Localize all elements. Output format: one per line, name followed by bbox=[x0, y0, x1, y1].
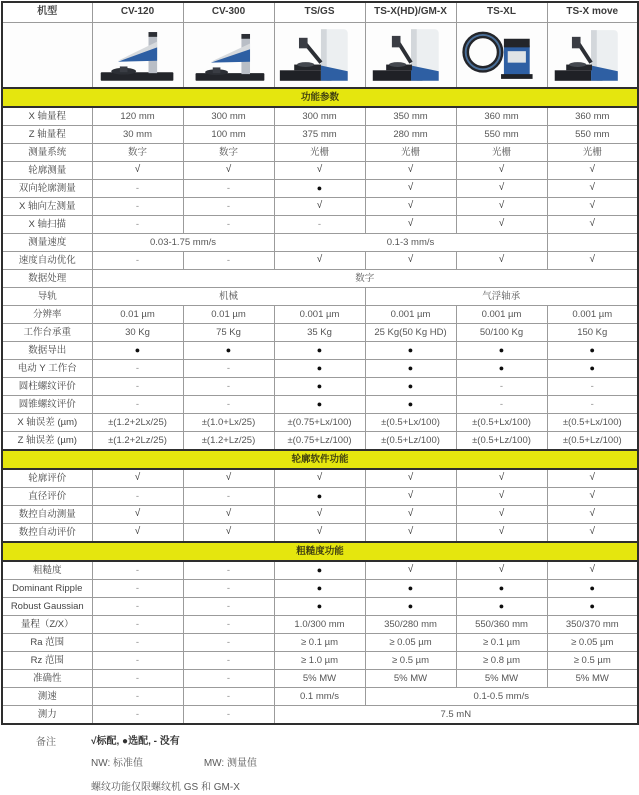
spec-cell bbox=[547, 234, 638, 252]
spec-cell: 0.03-1.75 mm/s bbox=[92, 234, 274, 252]
spec-cell: ● bbox=[365, 378, 456, 396]
spec-cell: ● bbox=[365, 580, 456, 598]
spec-row-label: Dominant Ripple bbox=[2, 580, 92, 598]
spec-cell: 5% MW bbox=[274, 670, 365, 688]
spec-cell: ±(0.75+Lx/100) bbox=[274, 414, 365, 432]
spec-row bbox=[2, 670, 638, 688]
spec-cell: 360 mm bbox=[547, 107, 638, 126]
spec-row-label: 圆柱螺纹评价 bbox=[2, 378, 92, 396]
spec-cell: - bbox=[183, 396, 274, 414]
spec-cell: √ bbox=[365, 216, 456, 234]
spec-row-label: 数据导出 bbox=[2, 342, 92, 360]
spec-row-label: 电动 Y 工作台 bbox=[2, 360, 92, 378]
spec-cell: 75 Kg bbox=[183, 324, 274, 342]
spec-row-label: 测量系统 bbox=[2, 144, 92, 162]
spec-cell: √ bbox=[274, 252, 365, 270]
spec-cell: 0.01 µm bbox=[92, 306, 183, 324]
spec-row bbox=[2, 488, 638, 506]
spec-row bbox=[2, 162, 638, 180]
spec-row-label: Robust Gaussian bbox=[2, 598, 92, 616]
spec-cell: 120 mm bbox=[92, 107, 183, 126]
ts-machine-illustration bbox=[368, 25, 454, 85]
spec-cell: ● bbox=[456, 598, 547, 616]
spec-cell: ≥ 0.1 µm bbox=[456, 634, 547, 652]
spec-cell: ● bbox=[274, 342, 365, 360]
spec-cell: ±(0.5+Lx/100) bbox=[456, 414, 547, 432]
spec-cell: - bbox=[92, 670, 183, 688]
spec-cell: - bbox=[456, 378, 547, 396]
product-photo-ts-gs bbox=[274, 23, 365, 89]
spec-cell: ● bbox=[274, 360, 365, 378]
spec-cell: √ bbox=[547, 488, 638, 506]
spec-row bbox=[2, 432, 638, 451]
spec-cell: √ bbox=[274, 524, 365, 543]
spec-cell: 1.0/300 mm bbox=[274, 616, 365, 634]
spec-cell: 0.1-3 mm/s bbox=[274, 234, 547, 252]
footnote-title: 备注 bbox=[36, 737, 56, 748]
spec-row bbox=[2, 378, 638, 396]
spec-cell: √ bbox=[365, 162, 456, 180]
spec-row-label: X 轴扫描 bbox=[2, 216, 92, 234]
spec-cell: ● bbox=[547, 598, 638, 616]
spec-cell: ● bbox=[183, 342, 274, 360]
model-header: CV-120 bbox=[92, 2, 183, 23]
spec-cell: √ bbox=[92, 524, 183, 543]
spec-row-label: 量程（Z/X） bbox=[2, 616, 92, 634]
spec-cell: √ bbox=[456, 198, 547, 216]
spec-cell: √ bbox=[183, 162, 274, 180]
spec-row bbox=[2, 506, 638, 524]
spec-row-label: Z 轴误差 (µm) bbox=[2, 432, 92, 451]
spec-cell: - bbox=[183, 706, 274, 725]
spec-row bbox=[2, 414, 638, 432]
spec-cell: 光栅 bbox=[365, 144, 456, 162]
model-column-title: 机型 bbox=[2, 2, 92, 23]
spec-cell: 300 mm bbox=[183, 107, 274, 126]
spec-row-label: 双向轮廓测量 bbox=[2, 180, 92, 198]
spec-cell: - bbox=[92, 488, 183, 506]
spec-cell: 7.5 mN bbox=[274, 706, 638, 725]
spec-cell: 数字 bbox=[92, 270, 638, 288]
spec-row-label: X 轴量程 bbox=[2, 107, 92, 126]
spec-cell: √ bbox=[365, 180, 456, 198]
spec-row-label: 测量速度 bbox=[2, 234, 92, 252]
spec-cell: √ bbox=[365, 469, 456, 488]
spec-row bbox=[2, 324, 638, 342]
spec-cell: √ bbox=[456, 252, 547, 270]
spec-row bbox=[2, 107, 638, 126]
spec-row bbox=[2, 252, 638, 270]
spec-cell: √ bbox=[456, 506, 547, 524]
spec-cell: ● bbox=[274, 396, 365, 414]
spec-cell: ±(0.5+Lz/100) bbox=[365, 432, 456, 451]
product-photo-row bbox=[2, 23, 638, 89]
product-photo-ts-xl bbox=[456, 23, 547, 89]
spec-cell: √ bbox=[365, 488, 456, 506]
spec-cell: - bbox=[456, 396, 547, 414]
spec-cell: √ bbox=[183, 524, 274, 543]
model-header-row bbox=[2, 2, 638, 23]
spec-row-label: 测速 bbox=[2, 688, 92, 706]
spec-row bbox=[2, 524, 638, 543]
spec-row bbox=[2, 270, 638, 288]
nw-definition: NW: 标准值 bbox=[91, 758, 144, 769]
spec-row-label: 测力 bbox=[2, 706, 92, 725]
spec-cell: 150 Kg bbox=[547, 324, 638, 342]
spec-row-label: 分辨率 bbox=[2, 306, 92, 324]
spec-row bbox=[2, 306, 638, 324]
spec-cell: √ bbox=[547, 162, 638, 180]
spec-cell: √ bbox=[365, 252, 456, 270]
spec-cell: ● bbox=[274, 378, 365, 396]
spec-cell: 5% MW bbox=[547, 670, 638, 688]
spec-cell: 550 mm bbox=[456, 126, 547, 144]
spec-cell: √ bbox=[547, 198, 638, 216]
spec-cell: ≥ 0.1 µm bbox=[274, 634, 365, 652]
spec-row bbox=[2, 634, 638, 652]
spec-cell: 25 Kg(50 Kg HD) bbox=[365, 324, 456, 342]
spec-cell: 5% MW bbox=[365, 670, 456, 688]
spec-cell: - bbox=[92, 198, 183, 216]
spec-cell: - bbox=[183, 634, 274, 652]
spec-cell: - bbox=[183, 488, 274, 506]
spec-row-label: Ra 范围 bbox=[2, 634, 92, 652]
spec-cell: 550 mm bbox=[547, 126, 638, 144]
spec-cell: ● bbox=[365, 598, 456, 616]
spec-cell: 360 mm bbox=[456, 107, 547, 126]
spec-cell: 50/100 Kg bbox=[456, 324, 547, 342]
spec-cell: ≥ 0.8 µm bbox=[456, 652, 547, 670]
spec-cell: ≥ 0.05 µm bbox=[365, 634, 456, 652]
section-banner: 粗糙度功能 bbox=[2, 542, 638, 561]
spec-cell: - bbox=[183, 670, 274, 688]
model-header: TS/GS bbox=[274, 2, 365, 23]
spec-cell: - bbox=[92, 180, 183, 198]
spec-cell: 375 mm bbox=[274, 126, 365, 144]
spec-row-label: 轮廓测量 bbox=[2, 162, 92, 180]
spec-cell: - bbox=[92, 252, 183, 270]
spec-row bbox=[2, 616, 638, 634]
spec-cell: ±(1.0+Lx/25) bbox=[183, 414, 274, 432]
spec-cell: ● bbox=[274, 580, 365, 598]
spec-cell: √ bbox=[456, 162, 547, 180]
spec-cell: 30 Kg bbox=[92, 324, 183, 342]
spec-row bbox=[2, 180, 638, 198]
spec-cell: 0.01 µm bbox=[183, 306, 274, 324]
spec-row bbox=[2, 288, 638, 306]
spec-row bbox=[2, 688, 638, 706]
spec-row bbox=[2, 396, 638, 414]
spec-cell: ≥ 0.5 µm bbox=[365, 652, 456, 670]
spec-cell: 0.001 µm bbox=[547, 306, 638, 324]
spec-cell: 0.001 µm bbox=[456, 306, 547, 324]
spec-cell: ● bbox=[547, 580, 638, 598]
spec-cell: √ bbox=[183, 469, 274, 488]
model-header: CV-300 bbox=[183, 2, 274, 23]
spec-row bbox=[2, 342, 638, 360]
spec-cell: ±(0.5+Lz/100) bbox=[456, 432, 547, 451]
product-photo-cv-300 bbox=[183, 23, 274, 89]
spec-cell: - bbox=[183, 216, 274, 234]
spec-cell: √ bbox=[365, 506, 456, 524]
spec-cell: - bbox=[183, 616, 274, 634]
spec-row bbox=[2, 216, 638, 234]
spec-cell: 0.001 µm bbox=[274, 306, 365, 324]
mw-definition: MW: 测量值 bbox=[203, 758, 257, 769]
spec-row-label: 直径评价 bbox=[2, 488, 92, 506]
spec-cell: ● bbox=[274, 180, 365, 198]
spec-cell: - bbox=[183, 360, 274, 378]
spec-cell: 0.001 µm bbox=[365, 306, 456, 324]
spec-cell: √ bbox=[456, 561, 547, 580]
spec-cell: - bbox=[92, 634, 183, 652]
section-banner-row bbox=[2, 450, 638, 469]
spec-cell: - bbox=[183, 198, 274, 216]
spec-cell: ● bbox=[547, 342, 638, 360]
spec-row bbox=[2, 144, 638, 162]
spec-cell: 气浮轴承 bbox=[365, 288, 638, 306]
product-photo-ts-x-hd-gm-x bbox=[365, 23, 456, 89]
spec-row-label: Rz 范围 bbox=[2, 652, 92, 670]
spec-cell: 350 mm bbox=[365, 107, 456, 126]
spec-cell: - bbox=[92, 396, 183, 414]
spec-row-label: 速度自动优化 bbox=[2, 252, 92, 270]
spec-row-label: 数控自动评价 bbox=[2, 524, 92, 543]
spec-cell: - bbox=[92, 706, 183, 725]
spec-cell: - bbox=[92, 561, 183, 580]
spec-cell: - bbox=[92, 652, 183, 670]
spec-cell: 机械 bbox=[92, 288, 365, 306]
spec-row bbox=[2, 469, 638, 488]
spec-cell: √ bbox=[365, 524, 456, 543]
spec-cell: ● bbox=[365, 396, 456, 414]
spec-cell: ≥ 0.05 µm bbox=[547, 634, 638, 652]
spec-cell: ● bbox=[365, 360, 456, 378]
spec-cell: - bbox=[183, 652, 274, 670]
symbol-legend-line: √标配, ●选配, - 没有 bbox=[91, 736, 180, 747]
spec-cell: √ bbox=[547, 216, 638, 234]
spec-row bbox=[2, 198, 638, 216]
spec-cell: √ bbox=[456, 488, 547, 506]
spec-cell: - bbox=[183, 580, 274, 598]
footnote-block bbox=[1, 725, 637, 795]
spec-row-label: X 轴误差 (µm) bbox=[2, 414, 92, 432]
spec-row-label: X 轴向左测量 bbox=[2, 198, 92, 216]
spec-cell: 100 mm bbox=[183, 126, 274, 144]
thread-function-note: 螺纹功能仅限螺纹机 GS 和 GM-X bbox=[91, 782, 240, 793]
spec-row-label: 准确性 bbox=[2, 670, 92, 688]
spec-row-label: Z 轴量程 bbox=[2, 126, 92, 144]
spec-cell: - bbox=[183, 378, 274, 396]
spec-cell: ● bbox=[92, 342, 183, 360]
spec-cell: - bbox=[183, 180, 274, 198]
spec-cell: √ bbox=[456, 216, 547, 234]
product-photo-cv-120 bbox=[92, 23, 183, 89]
spec-cell: 光栅 bbox=[547, 144, 638, 162]
spec-row-label: 工作台承重 bbox=[2, 324, 92, 342]
model-header: TS-X move bbox=[547, 2, 638, 23]
spec-cell: - bbox=[92, 580, 183, 598]
spec-cell: √ bbox=[92, 506, 183, 524]
spec-row bbox=[2, 561, 638, 580]
spec-table-body bbox=[2, 88, 638, 724]
product-photo-ts-x-move bbox=[547, 23, 638, 89]
section-banner-row bbox=[2, 88, 638, 107]
spec-row bbox=[2, 580, 638, 598]
spec-cell: ±(0.5+Lx/100) bbox=[365, 414, 456, 432]
spec-row bbox=[2, 360, 638, 378]
spec-cell: 5% MW bbox=[456, 670, 547, 688]
spec-cell: ±(1.2+2Lx/25) bbox=[92, 414, 183, 432]
spec-cell: - bbox=[274, 216, 365, 234]
model-header: TS-X(HD)/GM-X bbox=[365, 2, 456, 23]
spec-cell: √ bbox=[365, 561, 456, 580]
spec-row bbox=[2, 706, 638, 725]
spec-cell: √ bbox=[547, 180, 638, 198]
spec-cell: - bbox=[183, 561, 274, 580]
spec-row bbox=[2, 126, 638, 144]
spec-cell: ● bbox=[274, 488, 365, 506]
spec-cell: √ bbox=[183, 506, 274, 524]
spec-row bbox=[2, 598, 638, 616]
spec-cell: √ bbox=[365, 198, 456, 216]
spec-cell: - bbox=[183, 688, 274, 706]
spec-cell: ● bbox=[274, 598, 365, 616]
spec-cell: ● bbox=[456, 342, 547, 360]
spec-cell: ±(1.2+2Lz/25) bbox=[92, 432, 183, 451]
spec-cell: - bbox=[92, 598, 183, 616]
spec-cell: √ bbox=[547, 561, 638, 580]
spec-cell: ● bbox=[365, 342, 456, 360]
spec-row-label: 粗糙度 bbox=[2, 561, 92, 580]
spec-cell: - bbox=[183, 598, 274, 616]
spec-cell: ● bbox=[274, 561, 365, 580]
spec-cell: ≥ 1.0 µm bbox=[274, 652, 365, 670]
spec-cell: ≥ 0.5 µm bbox=[547, 652, 638, 670]
spec-cell: 550/360 mm bbox=[456, 616, 547, 634]
spec-cell: - bbox=[547, 378, 638, 396]
spec-cell: 35 Kg bbox=[274, 324, 365, 342]
spec-cell: √ bbox=[92, 469, 183, 488]
spec-cell: 300 mm bbox=[274, 107, 365, 126]
spec-cell: ±(0.75+Lz/100) bbox=[274, 432, 365, 451]
photo-row-label-cell bbox=[2, 23, 92, 89]
spec-cell: - bbox=[92, 378, 183, 396]
spec-cell: √ bbox=[456, 469, 547, 488]
cv-machine-illustration bbox=[95, 25, 181, 85]
spec-cell: ±(0.5+Lx/100) bbox=[547, 414, 638, 432]
spec-cell: √ bbox=[547, 469, 638, 488]
spec-cell: √ bbox=[456, 180, 547, 198]
spec-row bbox=[2, 234, 638, 252]
abbreviation-legend-line bbox=[91, 754, 637, 769]
spec-cell: - bbox=[92, 216, 183, 234]
ts-machine-illustration bbox=[549, 25, 635, 85]
model-comparison-table bbox=[1, 1, 639, 725]
spec-cell: 280 mm bbox=[365, 126, 456, 144]
spec-cell: 数字 bbox=[92, 144, 183, 162]
ts-machine-illustration bbox=[277, 25, 363, 85]
section-banner-row bbox=[2, 542, 638, 561]
spec-cell: 0.1 mm/s bbox=[274, 688, 365, 706]
spec-cell: ● bbox=[456, 360, 547, 378]
spec-cell: 数字 bbox=[183, 144, 274, 162]
spec-cell: 光栅 bbox=[274, 144, 365, 162]
spec-cell: ● bbox=[547, 360, 638, 378]
spec-cell: 350/370 mm bbox=[547, 616, 638, 634]
section-banner: 功能参数 bbox=[2, 88, 638, 107]
spec-cell: - bbox=[92, 616, 183, 634]
spec-cell: √ bbox=[274, 506, 365, 524]
spec-row-label: 圆锥螺纹评价 bbox=[2, 396, 92, 414]
spec-cell: ±(1.2+Lz/25) bbox=[183, 432, 274, 451]
spec-row-label: 轮廓评价 bbox=[2, 469, 92, 488]
ts-xl-machine-illustration bbox=[459, 25, 545, 85]
spec-row-label: 数据处理 bbox=[2, 270, 92, 288]
spec-cell: √ bbox=[547, 506, 638, 524]
spec-cell: - bbox=[183, 252, 274, 270]
spec-cell: √ bbox=[274, 198, 365, 216]
spec-cell: - bbox=[547, 396, 638, 414]
spec-cell: √ bbox=[92, 162, 183, 180]
spec-cell: - bbox=[92, 688, 183, 706]
section-banner: 轮廓软件功能 bbox=[2, 450, 638, 469]
spec-cell: √ bbox=[547, 524, 638, 543]
spec-cell: - bbox=[92, 360, 183, 378]
spec-cell: 30 mm bbox=[92, 126, 183, 144]
spec-cell: ±(0.5+Lz/100) bbox=[547, 432, 638, 451]
spec-cell: 350/280 mm bbox=[365, 616, 456, 634]
spec-cell: √ bbox=[547, 252, 638, 270]
spec-cell: 0.1-0.5 mm/s bbox=[365, 688, 638, 706]
spec-cell: ● bbox=[456, 580, 547, 598]
spec-cell: √ bbox=[456, 524, 547, 543]
spec-row-label: 数控自动测量 bbox=[2, 506, 92, 524]
footnote-lines bbox=[91, 732, 637, 795]
spec-cell: √ bbox=[274, 469, 365, 488]
cv-machine-illustration bbox=[186, 25, 272, 85]
spec-row bbox=[2, 652, 638, 670]
spec-cell: 光栅 bbox=[456, 144, 547, 162]
spec-cell: √ bbox=[274, 162, 365, 180]
spec-row-label: 导轨 bbox=[2, 288, 92, 306]
model-header: TS-XL bbox=[456, 2, 547, 23]
